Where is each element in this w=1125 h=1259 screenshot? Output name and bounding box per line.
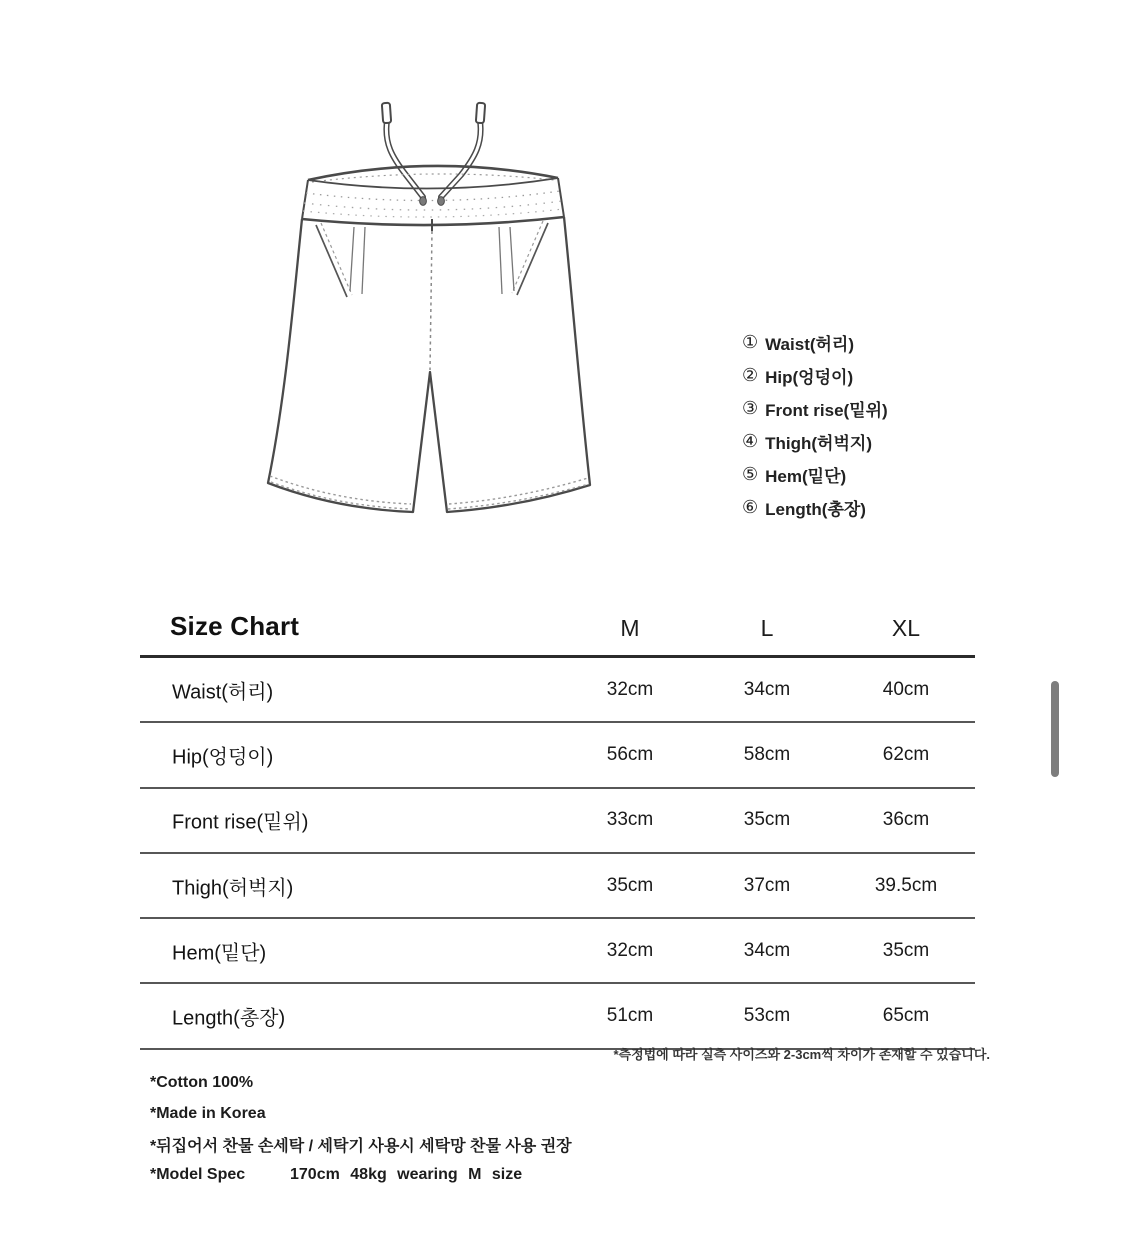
hem-stitching <box>270 476 589 509</box>
legend-number: ② <box>742 365 759 385</box>
waistband <box>302 166 564 225</box>
legend-number: ① <box>742 332 759 352</box>
product-notes <box>150 1068 572 1190</box>
cell-l: 37cm <box>743 874 791 896</box>
model-spec-label: *Model Spec <box>150 1165 246 1183</box>
table-row-hip <box>140 723 975 788</box>
shorts-outline <box>268 217 590 512</box>
cell-l: 53cm <box>743 1005 791 1027</box>
size-chart-table <box>140 600 975 1050</box>
legend-number: ③ <box>742 398 759 418</box>
column-header-m: M <box>620 615 640 641</box>
table-row-front-rise <box>140 789 975 854</box>
legend-label: Front rise(밑위) <box>765 401 888 420</box>
scrollbar-thumb[interactable] <box>1051 681 1059 777</box>
measurement-legend <box>742 326 888 524</box>
cell-l: 34cm <box>743 678 791 700</box>
cell-l: 58cm <box>743 743 791 765</box>
legend-label: Hem(밑단) <box>765 467 847 486</box>
measurement-disclaimer: *측정법에 따라 실측 사이즈와 2-3cm씩 차이가 존재할 수 있습니다. <box>613 1047 990 1062</box>
cell-m: 51cm <box>606 1005 654 1027</box>
legend-item-front-rise <box>742 392 888 425</box>
legend-number: ⑥ <box>742 497 759 517</box>
legend-item-hem <box>742 458 888 491</box>
note-washing: *뒤집어서 찬물 손세탁 / 세탁기 사용시 세탁망 찬물 사용 권장 <box>150 1137 572 1155</box>
column-header-l: L <box>760 615 774 641</box>
front-fly-seam <box>430 219 432 370</box>
cell-m: 33cm <box>606 809 654 831</box>
legend-item-thigh <box>742 425 888 458</box>
legend-label: Length(총장) <box>765 500 866 519</box>
legend-number: ④ <box>742 431 759 451</box>
cell-xl: 36cm <box>882 809 930 831</box>
legend-label: Thigh(허벅지) <box>765 434 872 453</box>
cell-m: 35cm <box>606 874 654 896</box>
size-chart-title: Size Chart <box>170 611 300 641</box>
legend-label: Hip(엉덩이) <box>765 368 854 387</box>
table-row-thigh <box>140 854 975 919</box>
cell-m: 32cm <box>606 678 654 700</box>
column-header-xl: XL <box>891 615 921 641</box>
cell-xl: 35cm <box>882 939 930 961</box>
row-label: Front rise(밑위) <box>172 811 309 834</box>
size-chart-header <box>140 600 975 658</box>
cell-xl: 62cm <box>882 743 930 765</box>
legend-number: ⑤ <box>742 464 759 484</box>
cell-l: 35cm <box>743 809 791 831</box>
table-row-hem <box>140 919 975 984</box>
note-model-spec <box>150 1160 572 1191</box>
note-material: *Cotton 100% <box>150 1074 254 1092</box>
shorts-technical-drawing <box>250 95 610 525</box>
legend-item-waist <box>742 326 888 359</box>
legend-item-hip <box>742 359 888 392</box>
note-origin: *Made in Korea <box>150 1104 266 1122</box>
cell-xl: 40cm <box>882 678 930 700</box>
cell-xl: 65cm <box>882 1005 930 1027</box>
table-row-length <box>140 984 975 1049</box>
row-label: Length(총장) <box>172 1007 286 1030</box>
legend-label: Waist(허리) <box>765 335 855 354</box>
row-label: Hip(엉덩이) <box>172 746 274 769</box>
cell-l: 34cm <box>743 939 791 961</box>
row-label: Waist(허리) <box>172 681 274 704</box>
cell-m: 56cm <box>606 743 654 765</box>
model-spec-value: 170cm 48kg wearing M size <box>290 1165 523 1183</box>
cell-xl: 39.5cm <box>874 874 938 896</box>
drawstring-icon <box>382 103 485 197</box>
row-label: Hem(밑단) <box>172 942 267 965</box>
table-row-waist <box>140 658 975 723</box>
row-label: Thigh(허벅지) <box>172 877 294 900</box>
cell-m: 32cm <box>606 939 654 961</box>
legend-item-length <box>742 491 888 524</box>
